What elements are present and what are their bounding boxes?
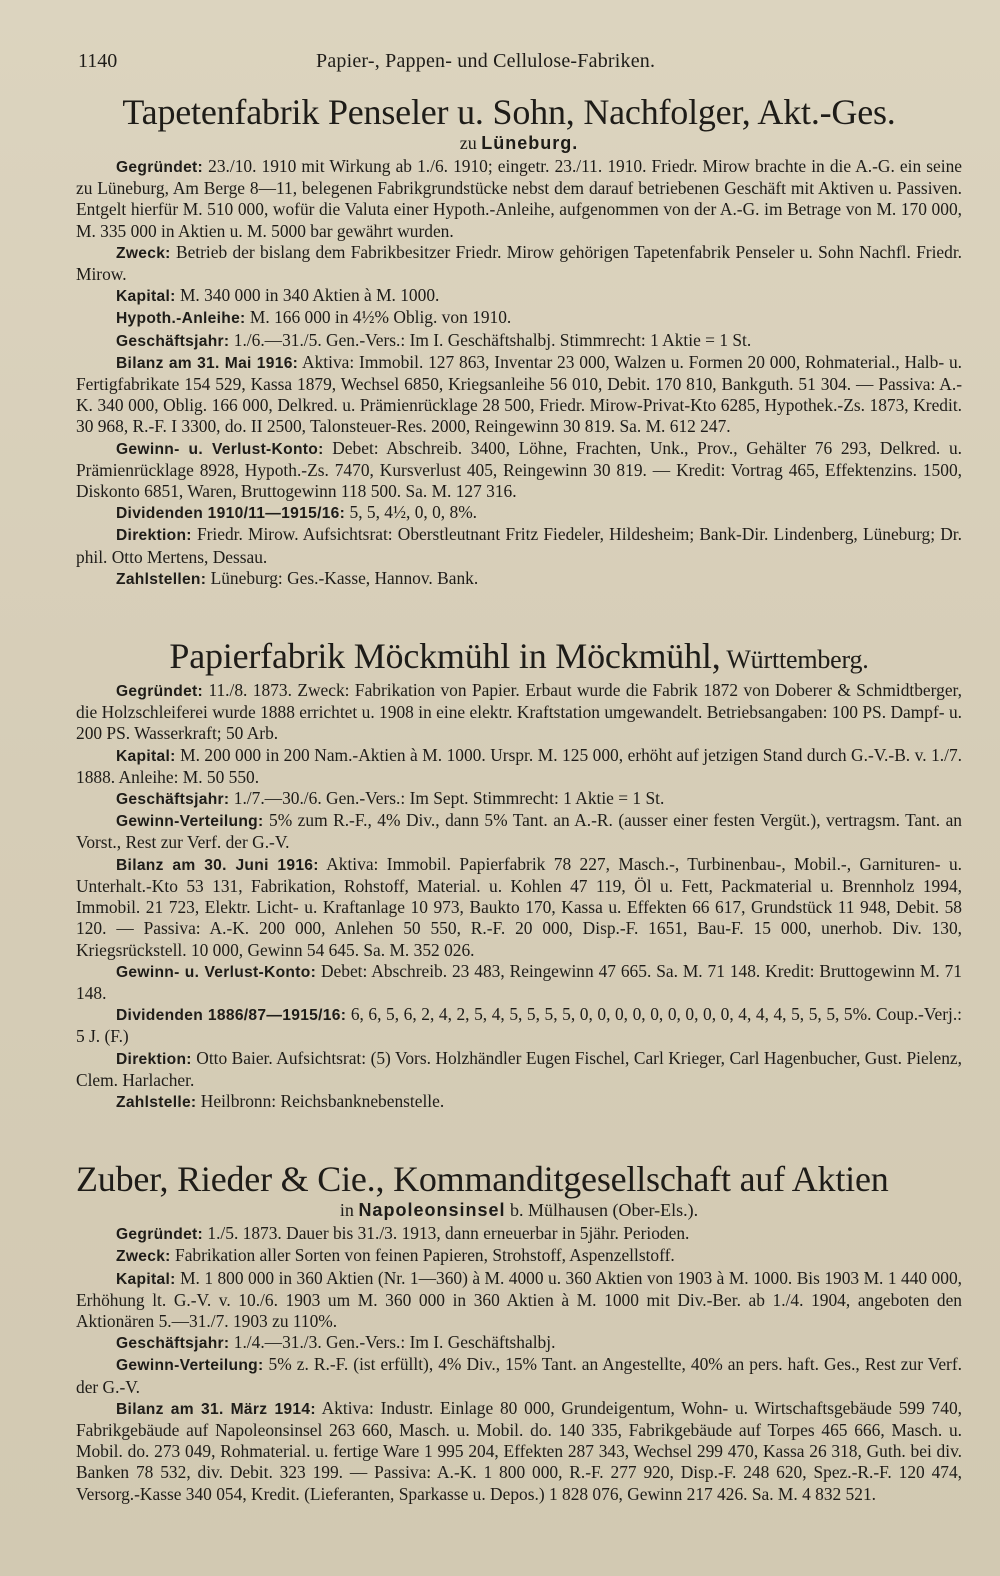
entry-label: Zweck: (116, 244, 171, 262)
entry-text: M. 200 000 in 200 Nam.-Aktien à M. 1000. Urspr. M. 125 000, erhöht auf jetzigen Stand durch G.-V.-B. v. 1./7. 1888. Anleihe: M. 50 550. (76, 744, 962, 787)
entry-paragraph (76, 524, 962, 567)
entry-text: M. 1 800 000 in 360 Aktien (Nr. 1—360) à M. 4000 u. 360 Aktien von 1903 à M. 1000. Bis 1903 M. 1 440 000, Erhöhung lt. G.-V. v. 10./6. 1903 um M. 360 000 in 360 Aktien à M. 1000 mit Div.-Ber. ab 1./4. 1904, angeboten den Aktionären 5.—31./7. 1903 zu 110%. (76, 1267, 962, 1331)
location-prefix: zu (459, 133, 477, 153)
entry-text: Debet: Abschreib. 23 483, Reingewinn 47 665. Sa. M. 71 148. Kredit: Bruttogewinn M. 71 148. (76, 960, 962, 1003)
entry-label: Geschäftsjahr: (116, 791, 230, 809)
entry-text: 6, 6, 5, 6, 2, 4, 2, 5, 4, 5, 5, 5, 5, 0, 0, 0, 0, 0, 0, 0, 0, 0, 4, 4, 4, 5, 5, 5, 5%. Coup.-Verj.: 5 J. (F.) (76, 1004, 963, 1047)
entry-paragraph (76, 242, 962, 285)
entry-text: M. 340 000 in 340 Aktien à M. 1000. (179, 285, 440, 306)
entry-text: Lüneburg: Ges.-Kasse, Hannov. Bank. (210, 567, 479, 588)
entry-paragraph (76, 502, 962, 524)
entry-text: Debet: Abschreib. 3400, Löhne, Frachten, Unk., Prov., Gehälter 76 293, Delkred. u. Prämienrücklage 8928, Hypoth.-Zs. 7470, Kursverlust 405, Reingewinn 30 819. — Kredit: Vortrag 465, Effektenzins. 1500, Diskonto 6851, Waren, Bruttogewinn 118 500. Sa. M. 127 316. (76, 437, 962, 502)
entry-text: 5, 5, 4½, 0, 0, 8%. (349, 502, 478, 523)
entry-text: Otto Baier. Aufsichtsrat: (5) Vors. Holzhändler Eugen Fischel, Carl Krieger, Carl Hagenbucher, Gust. Pielenz, Clem. Harlacher. (76, 1047, 962, 1090)
location-prefix: in (339, 1200, 354, 1221)
entry-paragraph (76, 854, 962, 961)
entry-text: Heilbronn: Reichsbanknebenstelle. (200, 1090, 445, 1111)
entry-label: Kapital: (116, 288, 176, 306)
entry-label: Zahlstellen: (116, 570, 207, 588)
entry-text: Betrieb der bislang dem Fabrikbesitzer Friedr. Mirow gehörigen Tapetenfabrik Penseler u. Sohn Nachfl. Friedr. Mirow. (76, 241, 962, 285)
entry-label: Gegründet: (116, 683, 204, 701)
entry-label: Zweck: (116, 1248, 171, 1266)
entry-text: 23./10. 1910 mit Wirkung ab 1./6. 1910; eingetr. 23./11. 1910. Friedr. Mirow brachte in die A.-G. ein seine zu Lüneburg, Am Berge 8—11, belegenen Fabrikgrundstücke nebst dem darauf betriebenen Geschäft mit Aktiven u. Passiven. Entgelt hierfür M. 510 000, wofür die Valuta einer Hypoth.-Anleihe, aufgenommen von der A.-G. im Betrage von M. 170 000, M. 335 000 in Aktien u. M. 5000 bar gewährt wurden. (76, 156, 962, 241)
running-title: Papier-, Pappen- und Cellulose-Fabriken. (316, 50, 656, 72)
entry-paragraph (76, 307, 962, 329)
location-suffix: b. Mülhausen (Ober-Els.). (509, 1200, 699, 1221)
entry-paragraph (76, 745, 962, 788)
entry-paragraph (76, 1245, 962, 1267)
company-entry (76, 1123, 962, 1505)
entry-label: Kapital: (116, 1270, 176, 1288)
entry-paragraph (76, 1223, 962, 1245)
page-number: 1140 (78, 50, 118, 72)
entry-paragraph (76, 1332, 962, 1354)
entry-paragraph (76, 330, 962, 352)
entry-paragraph (76, 1268, 962, 1333)
entry-label: Gegründet: (116, 1226, 204, 1244)
company-name: Tapetenfabrik Penseler u. Sohn, Nachfolger, Akt.-Ges. (122, 92, 896, 132)
entry-paragraph (76, 352, 962, 438)
entry-paragraph (76, 1354, 962, 1397)
entry-text: 1./6.—31./5. Gen.-Vers.: Im I. Geschäftshalbj. Stimmrecht: 1 Aktie = 1 St. (233, 329, 752, 350)
entry-paragraph (76, 1091, 962, 1113)
entry-label: Gewinn-Verteilung: (116, 813, 264, 831)
company-name: Zuber, Rieder & Cie., Kommanditgesellschaft auf Aktien (76, 1159, 889, 1200)
entry-text: Friedr. Mirow. Aufsichtsrat: Oberstleutnant Fritz Fiedeler, Hildesheim; Bank-Dir. Lindenberg, Lüneburg; Dr. phil. Otto Mertens, Dessau. (76, 524, 962, 567)
entry-paragraph (76, 1048, 962, 1091)
entry-text: 1./4.—31./3. Gen.-Vers.: Im I. Geschäftshalbj. (233, 1332, 556, 1353)
company-title (76, 636, 962, 680)
entry-label: Kapital: (116, 747, 176, 765)
company-name: Papierfabrik Möckmühl in Möckmühl, (169, 636, 721, 677)
entry-label: Dividenden 1910/11—1915/16: (116, 505, 346, 523)
entry-text: Aktiva: Industr. Einlage 80 000, Grundeigentum, Wohn- u. Wirtschaftsgebäude 599 740, Fabrikgebäude auf Napoleonsinsel 263 660, Masch. u. Mobil. do. 140 335, Fabrikgebäude auf Torpes 465 666, Masch. u. Mobil. do. 273 049, Rohmaterial. u. fertige Ware 1 995 204, Effekten 287 343, Wechsel 299 470, Kassa 26 318, Guth. bei div. Banken 78 532, div. Debit. 323 199. — Passiva: A.-K. 1 800 000, R.-F. 277 920, Disp.-F. 248 620, Spez.-R.-F. 120 474, Versorg.-Kasse 340 054, Kredit. (Lieferanten, Sparkasse u. Depos.) 1 828 076, Gewinn 217 426. Sa. M. 4 832 521. (76, 1397, 962, 1504)
entry-label: Gegründet: (116, 159, 204, 176)
entry-text: Aktiva: Immobil. 127 863, Inventar 23 000, Walzen u. Formen 20 000, Rohmaterial., Halb- u. Fertigfabrikate 154 529, Kassa 1879, Wechsel 6850, Kriegsanleihe 56 010, Debit. 170 810, Bankguth. 51 304. — Passiva: A.-K. 340 000, Oblig. 166 000, Delkred. u. Prämienrücklage 28 500, Friedr. Mirow-Privat-Kto 6285, Hypothek.-Zs. 1873, Kredit. 30 968, R.-F. I 3300, do. II 2500, Talonsteuer-Res. 2000, Reingewinn 30 819. Sa. M. 612 247. (76, 351, 962, 437)
company-title (56, 92, 962, 132)
entry-text: Fabrikation aller Sorten von feinen Papieren, Strohstoff, Aspenzellstoff. (175, 1245, 675, 1266)
entry-label: Geschäftsjahr: (116, 1335, 230, 1353)
company-location (76, 132, 962, 154)
entry-paragraph (76, 1398, 962, 1505)
entry-text: 1./5. 1873. Dauer bis 31./3. 1913, dann erneuerbar in 5jähr. Perioden. (207, 1223, 690, 1244)
entry-label: Bilanz am 31. Mai 1916: (116, 354, 299, 372)
entry-text: M. 166 000 in 4½% Oblig. von 1910. (249, 307, 512, 328)
entry-label: Gewinn-Verteilung: (116, 1357, 264, 1375)
entry-text: 5% z. R.-F. (ist erfüllt), 4% Div., 15% Tant. an Angestellte, 40% an pers. haft. Ges., Rest zur Verf. der G.-V. (76, 1354, 962, 1397)
company-title (76, 1159, 962, 1199)
location-place: Napoleonsinsel (358, 1200, 506, 1221)
entry-paragraph (76, 680, 962, 745)
entry-paragraph (76, 810, 962, 853)
entry-label: Zahlstelle: (116, 1093, 197, 1111)
entry-paragraph (76, 285, 962, 307)
entry-paragraph (76, 788, 962, 810)
entry-paragraph (76, 438, 962, 503)
entry-text: 1./7.—30./6. Gen.-Vers.: Im Sept. Stimmrecht: 1 Aktie = 1 St. (233, 788, 665, 809)
entry-label: Gewinn- u. Verlust-Konto: (116, 440, 324, 458)
entry-label: Dividenden 1886/87—1915/16: (116, 1007, 347, 1025)
entry-label: Hypoth.-Anleihe: (116, 310, 246, 328)
company-region: Württemberg. (720, 645, 869, 675)
entry-text: 5% zum R.-F., 4% Div., dann 5% Tant. an A.-R. (ausser einer festen Vergüt.), vertragsm. Tant. an Vorst., Rest zur Verf. der G.-V. (76, 810, 962, 853)
entry-label: Direktion: (116, 1050, 192, 1068)
entry-paragraph (76, 961, 962, 1004)
entry-text: 11./8. 1873. Zweck: Fabrikation von Papier. Erbaut wurde die Fabrik 1872 von Doberer & Schmidtberger, die Holzschleiferei wurde 1888 errichtet u. 1908 in eine elektr. Kraftstation umgewandelt. Betriebsangaben: 100 PS. Dampf- u. 200 PS. Wasserkraft; 50 Arb. (76, 680, 962, 744)
entry-text: Aktiva: Immobil. Papierfabrik 78 227, Masch.-, Turbinenbau-, Mobil.-, Garnituren- u. Unterhalt.-Kto 53 131, Fabrikation, Rohstoff, Material. u. Kohlen 47 119, Öl u. Fett, Packmaterial u. Brennholz 1994, Immobil. 21 723, Elektr. Licht- u. Kraftanlage 10 973, Baukto 170, Kassa u. Effekten 66 617, Grundstück 11 948, Debit. 58 120. — Passiva: A.-K. 200 000, Anlehen 50 550, R.-F. 20 000, Disp.-F. 1651, Bau-F. 15 000, unerhob. Div. 130, Kriegsrückstell. 10 000, Gewinn 54 645. Sa. M. 352 026. (76, 853, 962, 960)
company-entry (76, 74, 962, 590)
entry-paragraph (76, 568, 962, 590)
company-location (76, 1199, 962, 1221)
entry-label: Geschäftsjahr: (116, 332, 230, 350)
entry-label: Bilanz am 30. Juni 1916: (116, 856, 319, 874)
running-head (76, 34, 962, 74)
location-place: Lüneburg. (481, 133, 579, 153)
entry-paragraph (76, 156, 962, 242)
entry-label: Direktion: (116, 527, 192, 545)
entry-label: Gewinn- u. Verlust-Konto: (116, 963, 317, 981)
company-entry (76, 600, 962, 1113)
entry-label: Bilanz am 31. März 1914: (116, 1400, 316, 1418)
entry-paragraph (76, 1004, 962, 1047)
